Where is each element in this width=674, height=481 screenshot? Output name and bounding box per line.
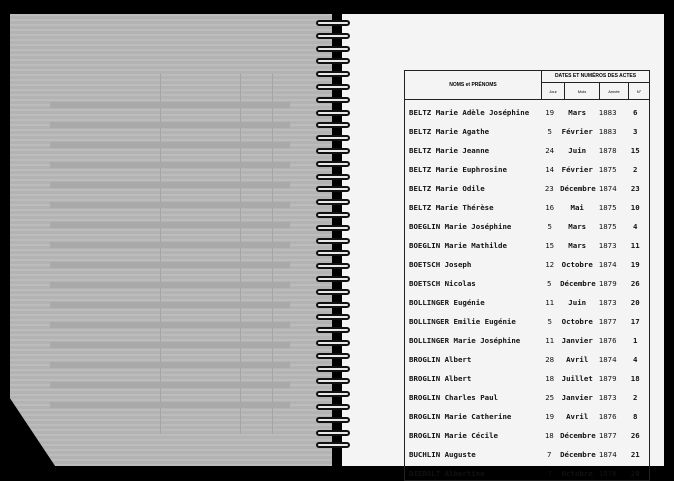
entry-day: 11 bbox=[545, 298, 555, 307]
table-row bbox=[405, 461, 649, 480]
spiral-coil bbox=[316, 289, 350, 295]
table-row bbox=[405, 100, 649, 119]
spiral-coil bbox=[316, 148, 350, 154]
table-row bbox=[405, 214, 649, 233]
spiral-coil bbox=[316, 378, 350, 384]
entry-name: BOEGLIN Marie Mathilde bbox=[409, 241, 507, 250]
entry-day: 5 bbox=[547, 279, 552, 288]
spiral-coil bbox=[316, 135, 350, 141]
entry-number: 11 bbox=[630, 241, 640, 250]
table-row bbox=[405, 347, 649, 366]
entry-month: Janvier bbox=[561, 336, 593, 345]
table-row bbox=[405, 290, 649, 309]
spiral-coil bbox=[316, 430, 350, 436]
spiral-coil bbox=[316, 327, 350, 333]
entry-name: BOLLINGER Marie Joséphine bbox=[409, 336, 521, 345]
entry-month: Juillet bbox=[561, 374, 593, 383]
entry-day: 15 bbox=[545, 241, 555, 250]
entry-name: BOETSCH Joseph bbox=[409, 260, 472, 269]
entry-year: 1873 bbox=[598, 393, 617, 402]
entry-month: Avril bbox=[566, 355, 589, 364]
entry-month: Décembre bbox=[560, 279, 596, 288]
entry-name: BROGLIN Marie Cécile bbox=[409, 431, 498, 440]
entry-name: BELTZ Marie Jeanne bbox=[409, 146, 490, 155]
spiral-coil bbox=[316, 199, 350, 205]
entry-day: 18 bbox=[544, 431, 554, 440]
entry-year: 1878 bbox=[598, 469, 617, 478]
entry-month: Avril bbox=[566, 412, 589, 421]
table-row bbox=[405, 138, 649, 157]
table-row bbox=[405, 442, 649, 461]
entry-number: 3 bbox=[633, 127, 638, 136]
entry-month: Janvier bbox=[561, 393, 593, 402]
entry-day: 5 bbox=[547, 222, 552, 231]
entry-month: Juin bbox=[568, 146, 587, 155]
entry-number: 26 bbox=[630, 431, 640, 440]
ghost-text-row bbox=[50, 242, 290, 248]
entry-month: Mai bbox=[570, 203, 584, 212]
entry-day: 7 bbox=[547, 469, 552, 478]
entry-month: Mars bbox=[568, 222, 587, 231]
table-row bbox=[405, 385, 649, 404]
day-header: Jour bbox=[542, 83, 565, 99]
entry-month: Juin bbox=[568, 298, 587, 307]
spiral-coil bbox=[316, 417, 350, 423]
entry-number: 10 bbox=[630, 203, 640, 212]
spiral-coil bbox=[316, 20, 350, 26]
spiral-coil bbox=[316, 250, 350, 256]
number-header: N° bbox=[636, 88, 642, 94]
entry-month: Décembre bbox=[560, 450, 596, 459]
spiral-coil bbox=[316, 84, 350, 90]
entry-month: Décembre bbox=[560, 431, 596, 440]
table-body bbox=[405, 100, 649, 480]
ghost-text-row bbox=[50, 182, 290, 188]
entry-number: 23 bbox=[630, 184, 640, 193]
ghost-text-row bbox=[50, 262, 290, 268]
entry-month: Octobre bbox=[561, 317, 593, 326]
register-page bbox=[342, 14, 664, 478]
entry-day: 23 bbox=[544, 184, 554, 193]
year-header: Année bbox=[600, 83, 629, 99]
table-header bbox=[405, 71, 649, 100]
entry-name: BELTZ Marie Euphrosine bbox=[409, 165, 507, 174]
entry-year: 1883 bbox=[598, 108, 617, 117]
entry-number: 18 bbox=[630, 374, 640, 383]
entry-number: 26 bbox=[630, 279, 640, 288]
entry-name: BOETSCH Nicolas bbox=[409, 279, 476, 288]
entry-year: 1879 bbox=[598, 374, 617, 383]
entry-day: 12 bbox=[545, 260, 555, 269]
entry-day: 19 bbox=[545, 412, 555, 421]
names-header: NOMS et PRÉNOMS bbox=[405, 71, 542, 99]
ghost-text-row bbox=[50, 122, 290, 128]
entry-name: BUCHLIN Auguste bbox=[409, 450, 476, 459]
entry-year: 1873 bbox=[598, 241, 617, 250]
ghost-text-row bbox=[50, 322, 290, 328]
spiral-coil bbox=[316, 225, 350, 231]
spiral-coil bbox=[316, 71, 350, 77]
spiral-coil bbox=[316, 174, 350, 180]
entry-name: BROGLIN Charles Paul bbox=[409, 393, 498, 402]
spiral-coil bbox=[316, 353, 350, 359]
entry-number: 2 bbox=[633, 393, 638, 402]
entry-number: 20 bbox=[630, 469, 640, 478]
table-row bbox=[405, 233, 649, 252]
spiral-coil bbox=[316, 46, 350, 52]
ghost-text-row bbox=[50, 222, 290, 228]
spiral-coil bbox=[316, 442, 350, 448]
month-header: Mois bbox=[565, 83, 600, 99]
entry-day: 16 bbox=[545, 203, 555, 212]
entry-year: 1876 bbox=[598, 412, 617, 421]
entry-name: BROGLIN Albert bbox=[409, 355, 472, 364]
entry-name: BELTZ Marie Agathe bbox=[409, 127, 490, 136]
spiral-coil bbox=[316, 238, 350, 244]
spiral-coil bbox=[316, 276, 350, 282]
entry-month: Mars bbox=[568, 108, 587, 117]
table-row bbox=[405, 404, 649, 423]
entry-day: 5 bbox=[547, 127, 552, 136]
entry-day: 28 bbox=[545, 355, 555, 364]
entry-number: 8 bbox=[633, 412, 638, 421]
table-row bbox=[405, 328, 649, 347]
spiral-coil bbox=[316, 404, 350, 410]
spiral-coil bbox=[316, 366, 350, 372]
entry-year: 1879 bbox=[598, 279, 617, 288]
entry-number: 21 bbox=[630, 450, 640, 459]
ghost-column-line bbox=[240, 74, 241, 434]
ghost-text-row bbox=[50, 342, 290, 348]
spiral-coil bbox=[316, 97, 350, 103]
entry-number: 4 bbox=[633, 355, 638, 364]
entry-year: 1874 bbox=[598, 355, 617, 364]
table-row bbox=[405, 423, 649, 442]
spiral-binding bbox=[316, 20, 356, 460]
spiral-coil bbox=[316, 340, 350, 346]
entry-year: 1877 bbox=[598, 431, 617, 440]
entry-year: 1874 bbox=[598, 184, 617, 193]
entry-month: Décembre bbox=[560, 184, 596, 193]
entry-year: 1875 bbox=[598, 222, 617, 231]
entry-day: 18 bbox=[545, 374, 555, 383]
ghost-text-row bbox=[50, 382, 290, 388]
entry-month: Octobre bbox=[561, 260, 593, 269]
ghost-text-row bbox=[50, 402, 290, 408]
spiral-coil bbox=[316, 263, 350, 269]
entry-day: 24 bbox=[545, 146, 555, 155]
table-row bbox=[405, 271, 649, 290]
entry-name: BELTZ Marie Adèle Joséphine bbox=[409, 108, 530, 117]
ghost-text-row bbox=[50, 362, 290, 368]
spiral-coil bbox=[316, 122, 350, 128]
ghost-text-row bbox=[50, 282, 290, 288]
entry-number: 19 bbox=[630, 260, 640, 269]
spiral-coil bbox=[316, 110, 350, 116]
table-row bbox=[405, 176, 649, 195]
spiral-coil bbox=[316, 33, 350, 39]
ghost-text-row bbox=[50, 162, 290, 168]
table-row bbox=[405, 309, 649, 328]
table-row bbox=[405, 195, 649, 214]
ghost-text-row bbox=[50, 302, 290, 308]
table-row bbox=[405, 119, 649, 138]
entry-month: Février bbox=[561, 165, 593, 174]
entry-name: BELTZ Marie Odile bbox=[409, 184, 485, 193]
spiral-coil bbox=[316, 58, 350, 64]
entry-year: 1875 bbox=[598, 203, 617, 212]
spiral-coil bbox=[316, 302, 350, 308]
entry-month: Mars bbox=[568, 241, 587, 250]
entry-number: 15 bbox=[630, 146, 640, 155]
entry-year: 1873 bbox=[598, 298, 617, 307]
table-row bbox=[405, 157, 649, 176]
entry-number: 2 bbox=[633, 165, 638, 174]
ghost-column-line bbox=[160, 74, 161, 434]
spiral-coil bbox=[316, 212, 350, 218]
entry-name: BOEGLIN Marie Joséphine bbox=[409, 222, 512, 231]
entry-day: 19 bbox=[545, 108, 555, 117]
ghost-text-row bbox=[50, 142, 290, 148]
entry-year: 1874 bbox=[598, 260, 617, 269]
entry-month: Octobre bbox=[561, 469, 593, 478]
spiral-coil bbox=[316, 186, 350, 192]
entry-number: 17 bbox=[630, 317, 640, 326]
entry-day: 25 bbox=[545, 393, 555, 402]
spiral-coil bbox=[316, 314, 350, 320]
entry-number: 20 bbox=[630, 298, 640, 307]
entry-year: 1874 bbox=[598, 450, 617, 459]
dates-header bbox=[542, 71, 649, 99]
entry-day: 5 bbox=[547, 317, 552, 326]
table-row bbox=[405, 252, 649, 271]
entry-year: 1877 bbox=[598, 317, 617, 326]
entry-number: 4 bbox=[633, 222, 638, 231]
spiral-coil bbox=[316, 161, 350, 167]
page-texture bbox=[10, 14, 332, 466]
entry-name: BOLLINGER Emilie Eugénie bbox=[409, 317, 516, 326]
table-row bbox=[405, 366, 649, 385]
entry-number: 1 bbox=[633, 336, 638, 345]
entry-name: DIEBOLT Albertine bbox=[409, 469, 485, 478]
entry-day: 7 bbox=[547, 450, 552, 459]
entry-day: 14 bbox=[545, 165, 555, 174]
ghost-text-row bbox=[50, 102, 290, 108]
left-page-bleedthrough bbox=[10, 14, 332, 466]
ghost-text-row bbox=[50, 202, 290, 208]
entry-month: Février bbox=[561, 127, 593, 136]
entry-year: 1878 bbox=[598, 146, 617, 155]
entry-year: 1875 bbox=[598, 165, 617, 174]
entry-number: 6 bbox=[633, 108, 638, 117]
dates-header-title: DATES ET NUMÉROS DES ACTES bbox=[542, 71, 649, 83]
entry-day: 11 bbox=[545, 336, 555, 345]
entry-year: 1876 bbox=[598, 336, 617, 345]
register-table bbox=[404, 70, 650, 481]
dates-subheader bbox=[542, 83, 649, 99]
entry-name: BROGLIN Marie Catherine bbox=[409, 412, 512, 421]
entry-year: 1883 bbox=[598, 127, 617, 136]
ghost-column-line bbox=[272, 74, 273, 434]
entry-name: BELTZ Marie Thérèse bbox=[409, 203, 494, 212]
entry-name: BOLLINGER Eugénie bbox=[409, 298, 485, 307]
spiral-coil bbox=[316, 391, 350, 397]
entry-name: BROGLIN Albert bbox=[409, 374, 472, 383]
